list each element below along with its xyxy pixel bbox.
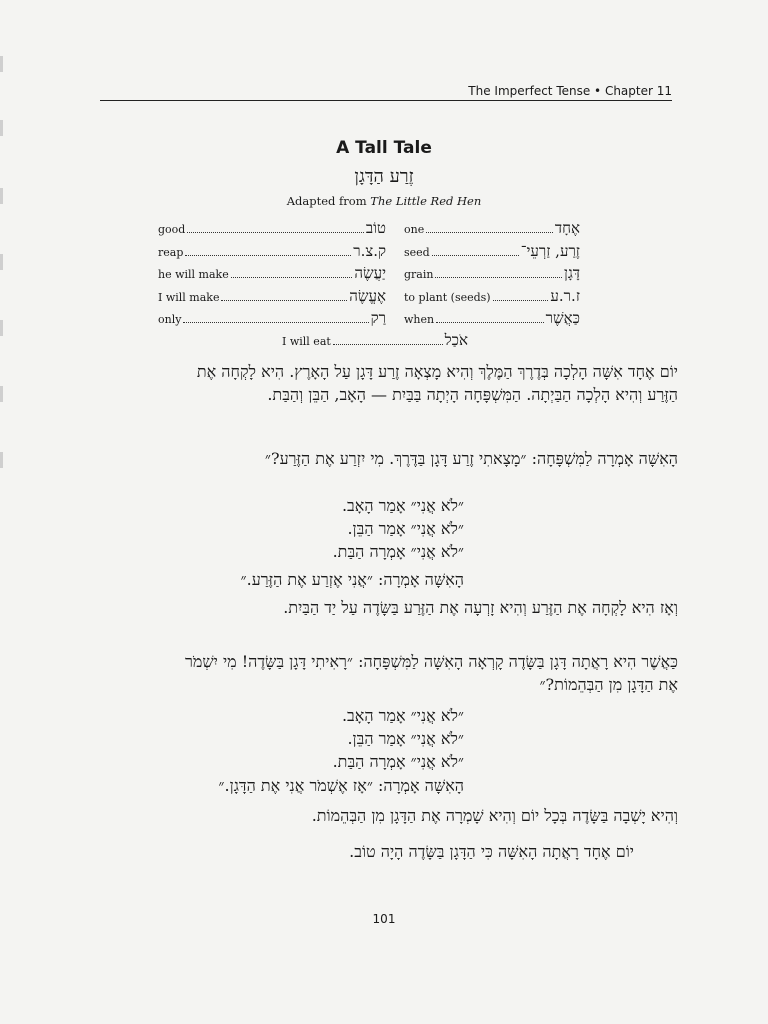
- story-paragraph: הָאִשָּׁה אָמְרָה לַמִּשְׁפָּחָה: ״מָצָאתִי זֶרַע דָּגָן בַּדֶּרֶךְ. מִי יִזְרַע אֶת הַזֶּרַע?״: [264, 449, 678, 468]
- story-title: A Tall Tale: [336, 138, 432, 158]
- leader-dots: [436, 322, 544, 323]
- vocab-row: [158, 287, 386, 307]
- dialogue-line: ״לֹא אֲנִי״ אָמַר הַבֵּן.: [347, 519, 464, 538]
- vocab-hebrew: ק.צ.ר: [353, 242, 386, 260]
- vocab-english: when: [404, 313, 435, 326]
- vocab-english: to plant (seeds): [404, 291, 491, 304]
- adapted-source: The Little Red Hen: [370, 194, 482, 208]
- vocab-hebrew: יַעֲשֶׂה: [354, 264, 386, 282]
- dialogue-line: ״לֹא אֲנִי״ אָמְרָה הַבַּת.: [332, 752, 464, 771]
- vocab-row: [404, 264, 580, 284]
- dialogue-line: ״לֹא אֲנִי״ אָמְרָה הַבַּת.: [332, 542, 464, 561]
- binder-mark: [0, 254, 3, 270]
- vocab-english: grain: [404, 268, 434, 281]
- vocab-row: [404, 242, 580, 262]
- vocab-row: [158, 242, 386, 262]
- vocab-english: only: [158, 313, 182, 326]
- vocab-hebrew: רַק: [370, 309, 386, 327]
- vocab-row: [404, 219, 580, 239]
- story-line: יוֹם אֶחָד רָאֲתָה הָאִשָּׁה כִּי הַדָּגָן בַּשָּׂדֶה הָיָה טוֹב.: [349, 842, 634, 861]
- vocab-row: [158, 309, 386, 329]
- vocab-english: I will make: [158, 291, 220, 304]
- vocab-hebrew: כַּאֲשֶׁר: [545, 309, 580, 327]
- page-number: 101: [372, 912, 396, 926]
- leader-dots: [183, 322, 368, 323]
- leader-dots: [221, 300, 347, 301]
- vocab-row: [158, 264, 386, 284]
- vocab-row: [404, 287, 580, 307]
- leader-dots: [185, 255, 351, 256]
- vocab-english: he will make: [158, 268, 229, 281]
- binder-mark: [0, 452, 3, 468]
- dialogue-line: ״לֹא אֲנִי״ אָמַר הָאָב.: [341, 496, 464, 515]
- leader-dots: [493, 300, 549, 301]
- leader-dots: [231, 277, 353, 278]
- story-paragraph: יוֹם אֶחָד אִשָּׁה הָלְכָה בְּדֶרֶךְ הַמֶּלֶךְ וְהִיא מָצְאָה זֶרַע דָּגָן עַל הָאָרֶץ. הִיא לָקְחָה אֶת הַזֶּרַע וְהִיא הָלְכָה הַבַּיְתָה. הַמִּשְׁפָּחָה הָיְתָה בַּבַּיִת — הָאָב, הַבֵּן וְהַבַּת.: [196, 362, 678, 404]
- binder-mark: [0, 56, 3, 72]
- running-header: The Imperfect Tense • Chapter 11: [468, 84, 672, 98]
- vocab-hebrew: דָּגָן: [564, 264, 580, 282]
- vocab-row: [282, 331, 468, 351]
- binder-mark: [0, 320, 3, 336]
- story-line: הָאִשָּׁה אָמְרָה: ״אָז אֶשְׁמֹר אֲנִי אֶת הַדָּגָן.״: [218, 776, 464, 795]
- story-paragraph: כַּאֲשֶׁר הִיא רָאֲתָה דָּגָן בַּשָּׂדֶה קָרְאָה הָאִשָּׁה לַמִּשְׁפָּחָה: ״רָאִיתִי דָּגָן בַּשָּׂדֶה! מִי יִשְׁמֹר אֶת הַדָּגָן מִן הַבְּהֵמוֹת?״: [184, 652, 678, 694]
- header-rule: [100, 100, 672, 101]
- leader-dots: [432, 255, 519, 256]
- vocab-hebrew: ז.ר.ע: [550, 287, 580, 305]
- leader-dots: [187, 232, 364, 233]
- adapted-prefix: Adapted from: [286, 194, 371, 208]
- vocab-english: seed: [404, 246, 430, 259]
- vocab-hebrew: אֹכַל: [444, 331, 468, 349]
- vocab-english: reap: [158, 246, 184, 259]
- adapted-from: [0, 194, 768, 208]
- story-line: הָאִשָּׁה אָמְרָה: ״אֲנִי אֶזְרַע אֶת הַזֶּרַע.״: [240, 570, 464, 589]
- binder-mark: [0, 386, 3, 402]
- vocab-hebrew: אֶחָד: [554, 219, 580, 237]
- vocab-english: I will eat: [282, 335, 331, 348]
- dialogue-line: ״לֹא אֲנִי״ אָמַר הַבֵּן.: [347, 729, 464, 748]
- vocab-english: good: [158, 223, 186, 236]
- vocab-row: [158, 219, 386, 239]
- vocab-english: one: [404, 223, 425, 236]
- binder-mark: [0, 120, 3, 136]
- vocab-hebrew: אֶעֱשֶׂה: [349, 287, 386, 305]
- leader-dots: [426, 232, 553, 233]
- vocab-hebrew: זֶרַע, זַרְעֵי־: [520, 242, 580, 260]
- leader-dots: [333, 344, 443, 345]
- vocab-row: [404, 309, 580, 329]
- vocab-hebrew: טוֹב: [365, 219, 386, 237]
- leader-dots: [435, 277, 562, 278]
- story-line: וְהִיא יָשְׁבָה בַּשָּׂדֶה בְּכָל יוֹם וְהִיא שָׁמְרָה אֶת הַדָּגָן מִן הַבְּהֵמוֹת.: [311, 806, 678, 825]
- hebrew-title: זֶרַע הַדָּגָן: [354, 166, 414, 187]
- dialogue-line: ״לֹא אֲנִי״ אָמַר הָאָב.: [341, 706, 464, 725]
- story-paragraph: וְאָז הִיא לָקְחָה אֶת הַזֶּרַע וְהִיא זָרְעָה אֶת הַזֶּרַע בַּשָּׂדֶה עַל יַד הַבַּיִת.: [283, 598, 678, 617]
